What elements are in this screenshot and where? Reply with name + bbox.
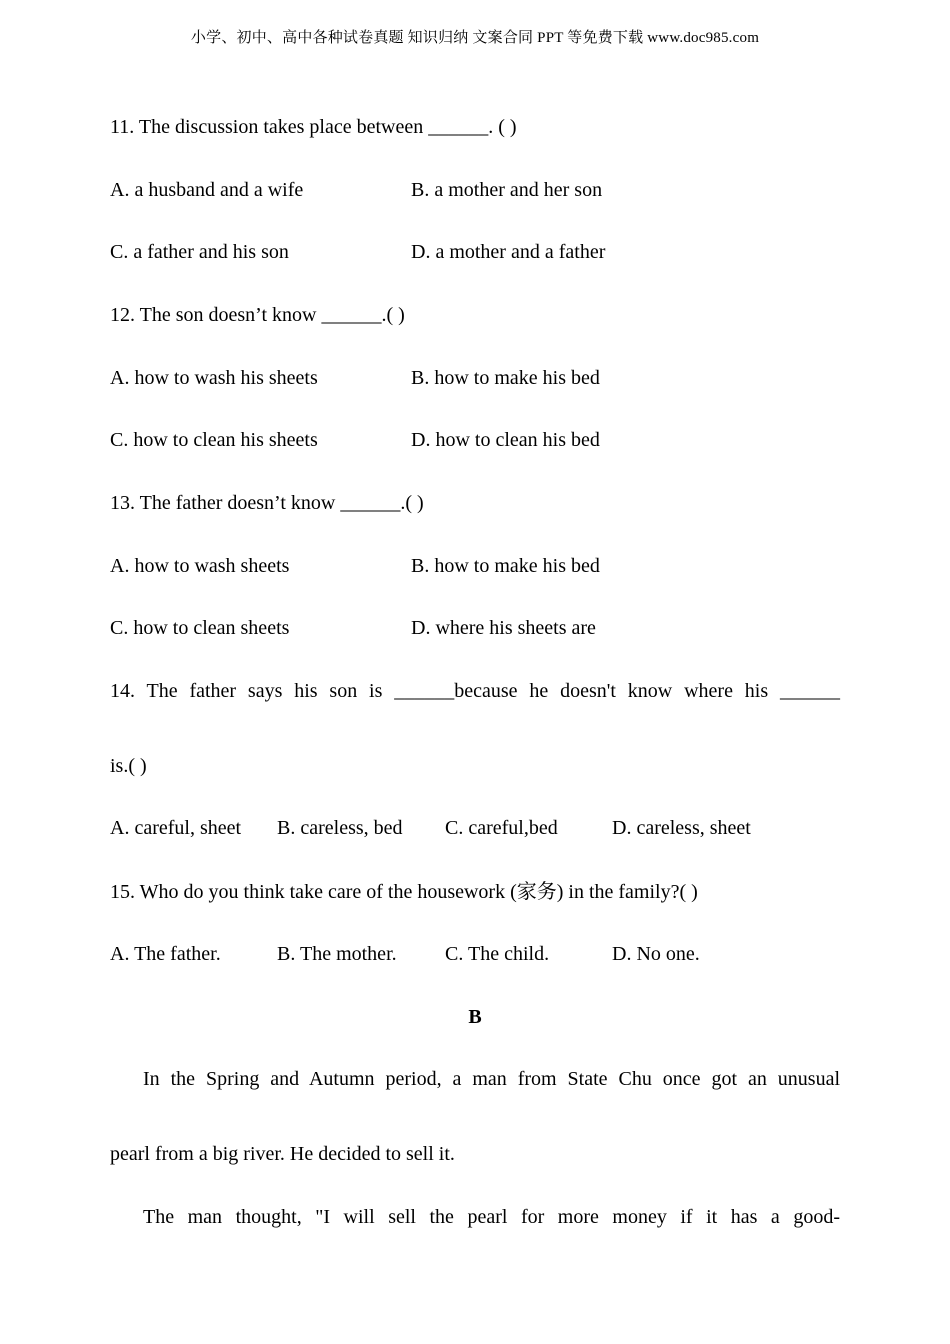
passage-paragraph-2-line-1: The man thought, "I will sell the pearl for more money if it has a good-	[143, 1206, 840, 1228]
question-12-option-a: A. how to wash his sheets	[110, 367, 318, 389]
question-12-option-b: B. how to make his bed	[411, 367, 600, 389]
passage-paragraph-1-line-2: pearl from a big river. He decided to sell it.	[110, 1143, 455, 1165]
question-14-option-b: B. careless, bed	[277, 817, 403, 839]
question-14-option-c: C. careful,bed	[445, 817, 558, 839]
question-13-option-a: A. how to wash sheets	[110, 555, 290, 577]
question-13-option-b: B. how to make his bed	[411, 555, 600, 577]
question-15-option-c: C. The child.	[445, 943, 550, 965]
question-12-stem: 12. The son doesn’t know ______.( )	[110, 304, 405, 326]
question-11-option-c: C. a father and his son	[110, 241, 289, 263]
question-14-option-d: D. careless, sheet	[612, 817, 751, 839]
question-15-stem: 15. Who do you think take care of the housework (家务) in the family?( )	[110, 881, 698, 903]
question-12-option-c: C. how to clean his sheets	[110, 429, 318, 451]
question-11-option-d: D. a mother and a father	[411, 241, 606, 263]
question-13-stem: 13. The father doesn’t know ______.( )	[110, 492, 424, 514]
question-11-option-a: A. a husband and a wife	[110, 179, 304, 201]
section-heading: B	[468, 1006, 482, 1028]
question-15-option-a: A. The father.	[110, 943, 221, 965]
passage-paragraph-1-line-1: In the Spring and Autumn period, a man from State Chu once got an unusual	[143, 1068, 840, 1090]
question-13-option-d: D. where his sheets are	[411, 617, 596, 639]
question-15-option-d: D. No one.	[612, 943, 700, 965]
question-13-option-c: C. how to clean sheets	[110, 617, 290, 639]
question-14-option-a: A. careful, sheet	[110, 817, 242, 839]
question-12-option-d: D. how to clean his bed	[411, 429, 600, 451]
question-11-option-b: B. a mother and her son	[411, 179, 603, 201]
question-15-option-b: B. The mother.	[277, 943, 397, 965]
page-header: 小学、初中、高中各种试卷真题 知识归纳 文案合同 PPT 等免费下载 www.doc985.com	[190, 30, 760, 46]
question-14-stem-line2: is.( )	[110, 755, 147, 777]
question-14-stem-line1: 14. The father says his son is ______because he doesn't know where his ______	[110, 680, 840, 702]
question-11-stem: 11. The discussion takes place between ______. ( )	[110, 116, 517, 138]
